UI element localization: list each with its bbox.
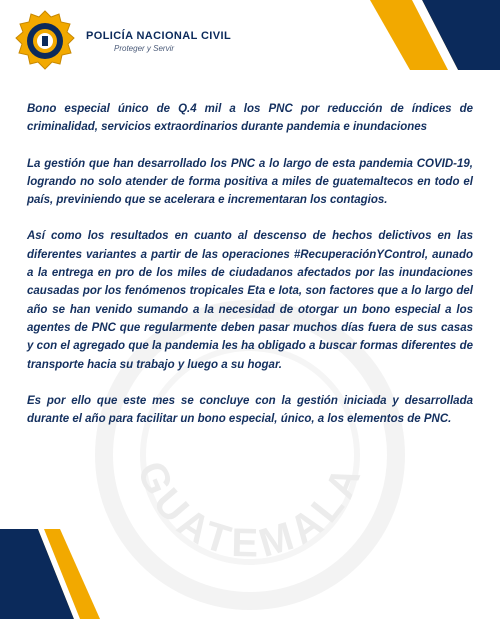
pnc-badge-logo — [14, 10, 76, 72]
paragraph-1: La gestión que han desarrollado los PNC a lo largo de esta pandemia COVID-19, logrando no solo atender de forma positiva a miles de guatemaltecos en todo el país, previniendo que se acelerara e incrementaran los contagios. — [27, 157, 473, 207]
header-text — [86, 30, 231, 53]
watermark-text: GUATEMALA — [128, 455, 372, 566]
org-motto: Proteger y Servir — [114, 43, 175, 53]
document-title: Bono especial único de Q.4 mil a los PNC por reducción de índices de criminalidad, servicios extraordinarios durante pandemia e inundaciones — [27, 103, 473, 134]
svg-text:GUATEMALA — [128, 455, 371, 566]
org-name: POLICÍA NACIONAL CIVIL — [86, 29, 232, 42]
header — [14, 6, 231, 76]
paragraph-2: Así como los resultados en cuanto al descenso de hechos delictivos en las diferentes variantes a partir de las operaciones #RecuperaciónYControl, aunado a la entrega en pro de los miles de ciudadanos afectados por las inundaciones causadas por los fenómenos tropicales Eta e Iota, son factores que a lo largo del año se han venido sumando a la necesidad de otorgar un bono especial a los agentes de PNC que regularmente deben pasar muchos días fuera de sus casas y con el agregado que la pandemia les ha obligado a buscar formas diferentes de transporte hacia su trabajo y luego a su hogar. — [27, 230, 473, 371]
top-decorative-stripes — [330, 0, 500, 70]
document-body — [27, 100, 473, 446]
paragraph-3: Es por ello que este mes se concluye con la gestión iniciada y desarrollada durante el año para facilitar un bono especial, único, a los elementos de PNC. — [27, 394, 473, 426]
bottom-decorative-stripes — [0, 529, 120, 619]
